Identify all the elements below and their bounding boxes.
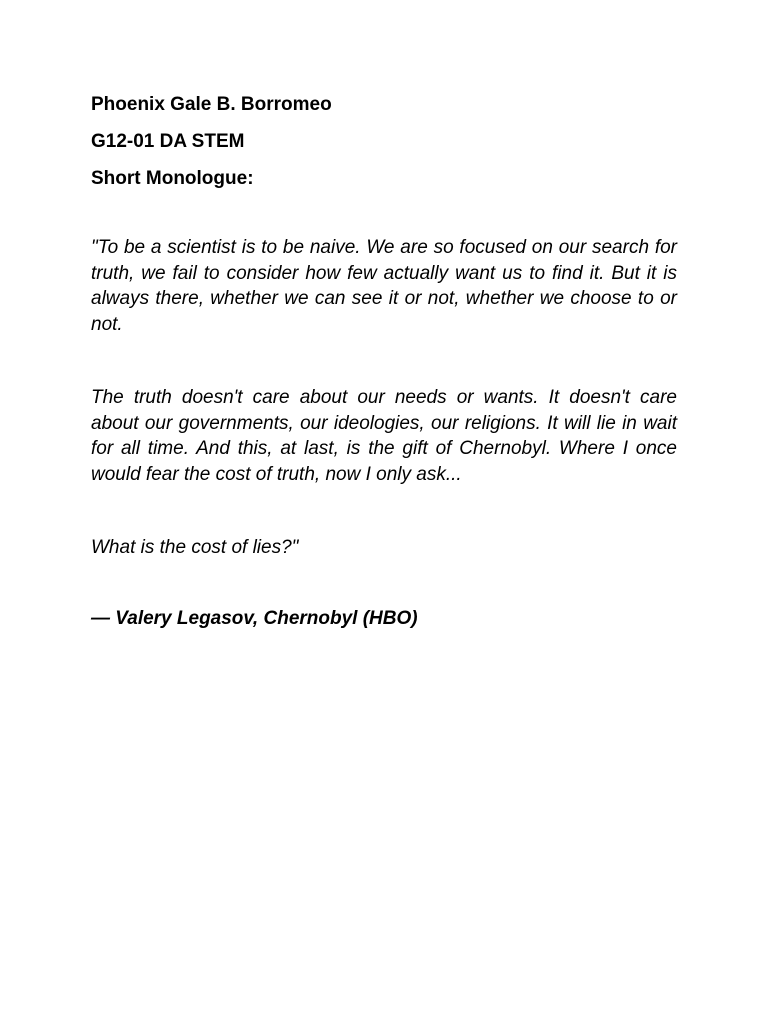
monologue-paragraph-1: "To be a scientist is to be naive. We are so focused on our search for truth, we fail to consider how few actually want us to find it. But it is always there, whether we can see it or not, whether we choose to or not. xyxy=(91,237,677,335)
monologue-paragraph-3: What is the cost of lies?" xyxy=(91,537,299,558)
author-name: Phoenix Gale B. Borromeo xyxy=(91,94,332,115)
class-section: G12-01 DA STEM xyxy=(91,131,245,152)
quote-attribution: — Valery Legasov, Chernobyl (HBO) xyxy=(91,608,418,629)
assignment-title: Short Monologue: xyxy=(91,168,254,189)
monologue-paragraph-2: The truth doesn't care about our needs or wants. It doesn't care about our governments, our ideologies, our religions. It will lie in wait for all time. And this, at last, is the gift of Chernobyl. Where I once would fear the cost of truth, now I only ask... xyxy=(91,387,677,485)
